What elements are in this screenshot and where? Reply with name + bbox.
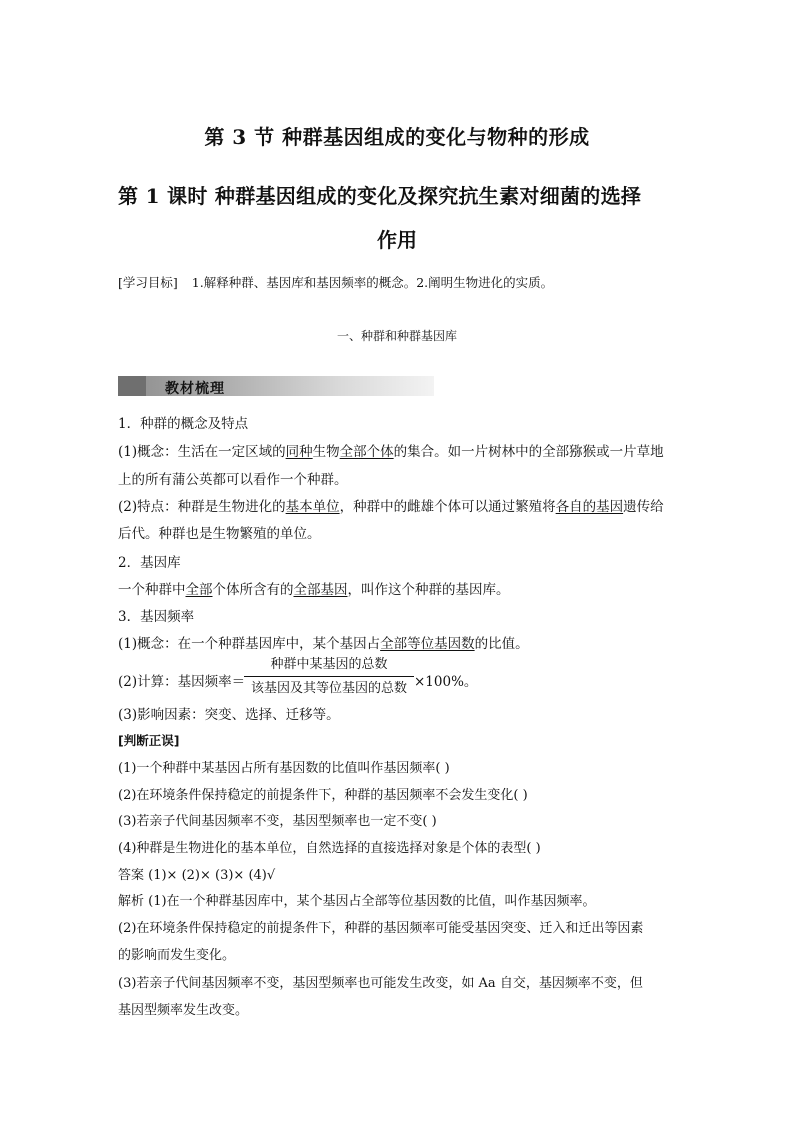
- underlined-term: 全部: [185, 582, 213, 598]
- underlined-term: 全部基因: [293, 582, 348, 598]
- judge-q2: (2)在环境条件保持稳定的前提条件下，种群的基因频率不会发生变化( ): [118, 788, 528, 803]
- judge-q1: (1)一个种群中某基因占所有基因数的比值叫作基因频率( ): [118, 761, 450, 776]
- text-run: ，种群中的雌雄个体可以通过繁殖将: [339, 499, 556, 515]
- text-run: 的集合。如一片树林中的全部猕猴或一片草地: [393, 444, 664, 460]
- point1-title: 1．种群的概念及特点: [118, 416, 249, 432]
- lesson-title-line1: 第 1 课时 种群基因组成的变化及探究抗生素对细菌的选择: [118, 184, 642, 208]
- judge-explain-2b: 的影响而发生变化。: [118, 948, 236, 963]
- calc-label: (2)计算：基因频率＝: [118, 674, 246, 690]
- judge-q3: (3)若亲子代间基因频率不变，基因型频率也一定不变( ): [118, 814, 437, 829]
- point1-feature: [118, 495, 664, 515]
- text-run: 遗传给: [623, 499, 664, 515]
- fraction-denominator: 该基因及其等位基因的总数: [250, 681, 407, 696]
- text-run: (2)特点：种群是生物进化的: [118, 499, 286, 515]
- section-title: 第 3 节 种群基因组成的变化与物种的形成: [204, 125, 590, 149]
- learning-goals: [118, 273, 553, 291]
- textbook-review-banner: [118, 376, 434, 396]
- banner-block: [118, 376, 146, 396]
- underlined-term: 基本单位: [285, 499, 340, 515]
- point1-concept: [118, 440, 664, 460]
- point3-title: 3．基因频率: [118, 609, 195, 625]
- judge-explain-1: 解析 (1)在一个种群基因库中，某个基因占全部等位基因数的比值，叫作基因频率。: [118, 894, 596, 909]
- underlined-term: 全部等位基因数: [380, 636, 475, 652]
- judge-explain-2a: (2)在环境条件保持稳定的前提条件下，种群的基因频率可能受基因突变、迁入和迁出等因素: [118, 921, 644, 936]
- underlined-term: 同种: [285, 444, 313, 460]
- text-run: 一个种群中: [118, 582, 186, 598]
- text-run: ，叫作这个种群的基因库。: [347, 582, 510, 598]
- point2-text: [118, 578, 510, 598]
- judge-explain-3b: 基因型频率发生改变。: [118, 1003, 249, 1018]
- frequency-fraction: [244, 655, 414, 699]
- text-run: 生物: [312, 444, 340, 460]
- fraction-numerator: 种群中某基因的总数: [270, 657, 388, 672]
- judge-explain-3a: (3)若亲子代间基因频率不变，基因型频率也可能发生改变，如 Aa 自交，基因频率不变，但: [118, 976, 643, 991]
- text-run: (1)概念：生活在一定区域的: [118, 444, 286, 460]
- point1-feature-line2: 后代。种群也是生物繁殖的单位。: [118, 526, 321, 542]
- text-run: 个体所含有的: [212, 582, 294, 598]
- point1-concept-line2: 上的所有蒲公英都可以看作一个种群。: [118, 472, 348, 488]
- section-one-heading: 一、种群和种群基因库: [336, 329, 457, 343]
- fraction-bar: [244, 676, 414, 677]
- learning-goals-label: [学习目标]: [118, 275, 178, 290]
- calc-suffix: ×100%。: [414, 674, 478, 690]
- banner-title: 教材梳理: [165, 381, 225, 397]
- point3-concept: [118, 632, 529, 652]
- judge-title: [判断正误]: [118, 733, 180, 748]
- underlined-term: 全部个体: [339, 444, 394, 460]
- lesson-title-line2: 作用: [377, 228, 417, 252]
- text-run: 的比值。: [474, 636, 529, 652]
- underlined-term: 各自的基因: [555, 499, 624, 515]
- learning-goals-text: 1.解释种群、基因库和基因频率的概念。2.阐明生物进化的实质。: [191, 275, 554, 290]
- text-run: (1)概念：在一个种群基因库中，某个基因占: [118, 636, 381, 652]
- judge-q4: (4)种群是生物进化的基本单位，自然选择的直接选择对象是个体的表型( ): [118, 841, 541, 856]
- point2-title: 2．基因库: [118, 555, 181, 571]
- judge-answer: 答案 (1)× (2)× (3)× (4)√: [118, 868, 276, 883]
- point3-factors: (3)影响因素：突变、选择、迁移等。: [118, 707, 340, 723]
